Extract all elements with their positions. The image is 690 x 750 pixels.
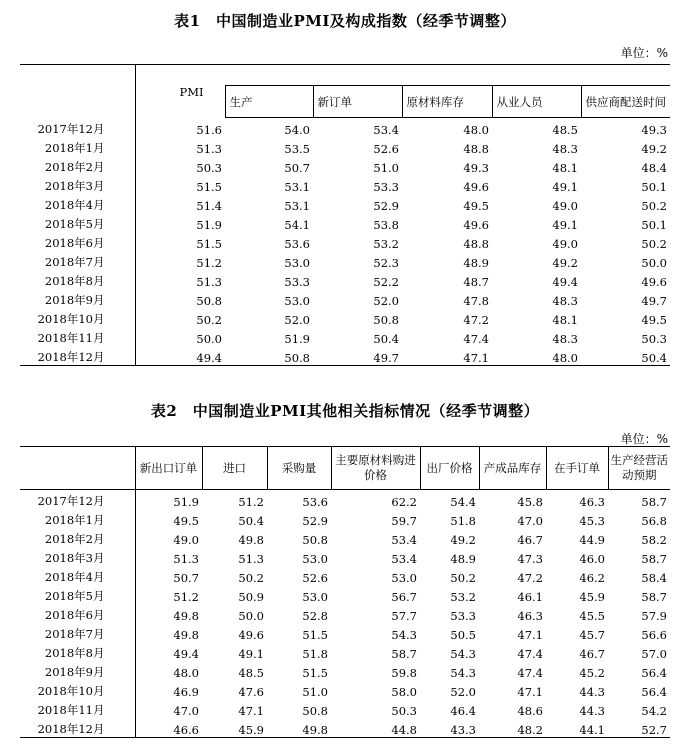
table-cell-value: 47.0 bbox=[517, 514, 543, 528]
table1-header: 生产 bbox=[225, 86, 313, 118]
table-cell-value: 49.4 bbox=[135, 346, 225, 366]
table-cell-value: 54.0 bbox=[284, 123, 310, 137]
table-cell-value: 49.2 bbox=[552, 256, 578, 270]
table-cell-value: 49.0 bbox=[552, 199, 578, 213]
table-cell-value: 58.0 bbox=[391, 685, 417, 699]
table-cell-value: 50.5 bbox=[450, 628, 476, 642]
table-cell-value: 48.6 bbox=[517, 704, 543, 718]
row-month-label: 2018年5月 bbox=[20, 585, 135, 604]
table-cell-value: 53.3 bbox=[373, 180, 399, 194]
table-cell-value: 50.2 bbox=[196, 313, 222, 327]
table-row bbox=[20, 585, 670, 604]
table-row bbox=[20, 175, 670, 194]
table-cell-value: 53.1 bbox=[284, 199, 310, 213]
table-cell-value: 53.1 bbox=[284, 180, 310, 194]
table-cell-value: 47.1 bbox=[402, 346, 492, 366]
table-cell-value: 47.4 bbox=[463, 332, 489, 346]
table-cell-value: 54.3 bbox=[450, 647, 476, 661]
table-row bbox=[20, 661, 670, 680]
table-cell-value: 53.6 bbox=[302, 495, 328, 509]
table-cell-value: 58.7 bbox=[641, 552, 667, 566]
table-cell-value: 49.6 bbox=[238, 628, 264, 642]
table-cell-value: 53.4 bbox=[391, 552, 417, 566]
table-cell-value: 43.3 bbox=[420, 718, 479, 738]
table-cell-value: 54.3 bbox=[450, 666, 476, 680]
table-cell-value: 51.9 bbox=[284, 332, 310, 346]
table-cell-value: 50.8 bbox=[225, 346, 313, 366]
table-cell-value: 51.2 bbox=[196, 256, 222, 270]
table2-header: 采购量 bbox=[267, 447, 331, 490]
table-cell-value: 49.8 bbox=[173, 628, 199, 642]
table-cell-value: 50.0 bbox=[238, 609, 264, 623]
table-cell-value: 50.3 bbox=[196, 161, 222, 175]
table-cell-value: 53.4 bbox=[373, 123, 399, 137]
table-cell-value: 45.3 bbox=[579, 514, 605, 528]
table2-unit: 单位：% bbox=[620, 432, 668, 446]
table-row bbox=[20, 289, 670, 308]
table-cell-value: 48.5 bbox=[552, 123, 578, 137]
table-cell-value: 50.1 bbox=[641, 218, 667, 232]
table-cell-value: 45.8 bbox=[517, 495, 543, 509]
row-month-label: 2018年10月 bbox=[20, 308, 135, 327]
table-cell-value: 45.9 bbox=[579, 590, 605, 604]
table-cell-value: 54.4 bbox=[450, 495, 476, 509]
table-cell-value: 50.4 bbox=[238, 514, 264, 528]
row-month-label: 2018年2月 bbox=[20, 528, 135, 547]
table-row bbox=[20, 156, 670, 175]
table-cell-value: 53.0 bbox=[302, 552, 328, 566]
table-cell-value: 51.9 bbox=[173, 495, 199, 509]
table-cell-value: 51.6 bbox=[196, 123, 222, 137]
row-month-label: 2018年6月 bbox=[20, 232, 135, 251]
table-row bbox=[20, 270, 670, 289]
table2-header: 产成品库存 bbox=[479, 447, 546, 490]
table-cell-value: 49.3 bbox=[463, 161, 489, 175]
table1-header: 原材料库存 bbox=[402, 86, 492, 118]
table-cell-value: 48.2 bbox=[479, 718, 546, 738]
table-cell-value: 56.8 bbox=[641, 514, 667, 528]
row-month-label: 2018年3月 bbox=[20, 175, 135, 194]
table-cell-value: 48.3 bbox=[552, 142, 578, 156]
row-month-label: 2018年9月 bbox=[20, 289, 135, 308]
table-cell-value: 50.0 bbox=[641, 256, 667, 270]
table-cell-value: 53.0 bbox=[284, 294, 310, 308]
table-cell-value: 44.8 bbox=[331, 718, 420, 738]
table-cell-value: 56.7 bbox=[391, 590, 417, 604]
table-cell-value: 50.2 bbox=[641, 237, 667, 251]
table-cell-value: 47.4 bbox=[517, 666, 543, 680]
table-cell-value: 52.8 bbox=[302, 609, 328, 623]
table-cell-value: 56.4 bbox=[641, 666, 667, 680]
table-cell-value: 52.0 bbox=[450, 685, 476, 699]
table-cell-value: 46.4 bbox=[450, 704, 476, 718]
table-cell-value: 53.3 bbox=[284, 275, 310, 289]
table-cell-value: 49.6 bbox=[641, 275, 667, 289]
table2-header: 进口 bbox=[202, 447, 267, 490]
row-month-label: 2018年11月 bbox=[20, 327, 135, 346]
table-cell-value: 45.2 bbox=[579, 666, 605, 680]
table-cell-value: 46.1 bbox=[517, 590, 543, 604]
table-cell-value: 49.1 bbox=[552, 218, 578, 232]
table-cell-value: 49.4 bbox=[552, 275, 578, 289]
table-cell-value: 49.0 bbox=[173, 533, 199, 547]
table2-header: 出厂价格 bbox=[420, 447, 479, 490]
table-cell-value: 48.3 bbox=[552, 294, 578, 308]
row-month-label: 2018年6月 bbox=[20, 604, 135, 623]
table-cell-value: 53.3 bbox=[450, 609, 476, 623]
table-cell-value: 51.9 bbox=[196, 218, 222, 232]
table-row bbox=[20, 699, 670, 718]
table-cell-value: 46.2 bbox=[579, 571, 605, 585]
table-cell-value: 46.3 bbox=[517, 609, 543, 623]
table-cell-value: 50.9 bbox=[238, 590, 264, 604]
table-cell-value: 57.9 bbox=[641, 609, 667, 623]
table-row bbox=[20, 346, 670, 366]
table-cell-value: 53.2 bbox=[450, 590, 476, 604]
table-cell-value: 49.7 bbox=[313, 346, 402, 366]
table1-header: 从业人员 bbox=[492, 86, 581, 118]
table-row bbox=[20, 232, 670, 251]
table1-title: 表1 中国制造业PMI及构成指数（经季节调整） bbox=[174, 12, 516, 30]
table2 bbox=[20, 446, 670, 738]
table2-title: 表2 中国制造业PMI其他相关指标情况（经季节调整） bbox=[150, 402, 540, 420]
table-row bbox=[20, 118, 670, 138]
table-cell-value: 46.0 bbox=[579, 552, 605, 566]
table-cell-value: 58.7 bbox=[391, 647, 417, 661]
table-cell-value: 51.2 bbox=[238, 495, 264, 509]
table1-unit: 单位：% bbox=[620, 46, 668, 60]
table-cell-value: 47.3 bbox=[517, 552, 543, 566]
table-cell-value: 48.0 bbox=[173, 666, 199, 680]
table-cell-value: 49.8 bbox=[267, 718, 331, 738]
table1-header-group bbox=[225, 65, 670, 86]
table-cell-value: 51.0 bbox=[302, 685, 328, 699]
row-month-label: 2018年8月 bbox=[20, 270, 135, 289]
table-cell-value: 49.6 bbox=[463, 180, 489, 194]
table-cell-value: 50.7 bbox=[284, 161, 310, 175]
table-cell-value: 49.5 bbox=[173, 514, 199, 528]
table2-header: 新出口订单 bbox=[135, 447, 202, 490]
table-cell-value: 58.7 bbox=[641, 495, 667, 509]
table-cell-value: 57.0 bbox=[641, 647, 667, 661]
table1-header: 新订单 bbox=[313, 86, 402, 118]
table-cell-value: 51.5 bbox=[196, 237, 222, 251]
row-month-label: 2018年1月 bbox=[20, 509, 135, 528]
table-row bbox=[20, 547, 670, 566]
table-cell-value: 59.8 bbox=[391, 666, 417, 680]
row-month-label: 2018年12月 bbox=[20, 718, 135, 738]
table-cell-value: 46.3 bbox=[579, 495, 605, 509]
row-month-label: 2018年7月 bbox=[20, 623, 135, 642]
table-row bbox=[20, 623, 670, 642]
table-cell-value: 48.0 bbox=[463, 123, 489, 137]
table-cell-value: 52.9 bbox=[373, 199, 399, 213]
table-cell-value: 47.1 bbox=[517, 628, 543, 642]
table-cell-value: 46.9 bbox=[173, 685, 199, 699]
table-cell-value: 47.6 bbox=[238, 685, 264, 699]
table-row bbox=[20, 490, 670, 510]
table-cell-value: 53.6 bbox=[284, 237, 310, 251]
table-cell-value: 48.4 bbox=[641, 161, 667, 175]
table-cell-value: 52.3 bbox=[373, 256, 399, 270]
table-row bbox=[20, 718, 670, 738]
table-cell-value: 49.6 bbox=[463, 218, 489, 232]
table-cell-value: 52.0 bbox=[284, 313, 310, 327]
table-cell-value: 51.3 bbox=[173, 552, 199, 566]
table-cell-value: 47.1 bbox=[517, 685, 543, 699]
table-cell-value: 51.0 bbox=[373, 161, 399, 175]
table-cell-value: 50.3 bbox=[391, 704, 417, 718]
table-cell-value: 49.8 bbox=[173, 609, 199, 623]
table-cell-value: 53.0 bbox=[302, 590, 328, 604]
row-month-label: 2017年12月 bbox=[20, 490, 135, 510]
table-cell-value: 53.8 bbox=[373, 218, 399, 232]
row-month-label: 2018年10月 bbox=[20, 680, 135, 699]
table2-header: 在手订单 bbox=[546, 447, 608, 490]
table-cell-value: 48.9 bbox=[450, 552, 476, 566]
table-cell-value: 49.0 bbox=[552, 237, 578, 251]
table-cell-value: 48.1 bbox=[552, 161, 578, 175]
row-month-label: 2018年5月 bbox=[20, 213, 135, 232]
table-cell-value: 47.8 bbox=[463, 294, 489, 308]
table-cell-value: 50.8 bbox=[302, 704, 328, 718]
row-month-label: 2018年1月 bbox=[20, 137, 135, 156]
table-cell-value: 49.3 bbox=[641, 123, 667, 137]
table-cell-value: 50.8 bbox=[373, 313, 399, 327]
row-month-label: 2018年8月 bbox=[20, 642, 135, 661]
table-cell-value: 46.6 bbox=[135, 718, 202, 738]
table-cell-value: 45.5 bbox=[579, 609, 605, 623]
table-cell-value: 51.2 bbox=[173, 590, 199, 604]
table-cell-value: 50.2 bbox=[450, 571, 476, 585]
table-cell-value: 49.7 bbox=[641, 294, 667, 308]
table-row bbox=[20, 509, 670, 528]
table-cell-value: 53.0 bbox=[391, 571, 417, 585]
table-cell-value: 48.8 bbox=[463, 142, 489, 156]
table-cell-value: 48.1 bbox=[552, 313, 578, 327]
table-cell-value: 45.7 bbox=[579, 628, 605, 642]
table-cell-value: 50.3 bbox=[641, 332, 667, 346]
table-cell-value: 58.4 bbox=[641, 571, 667, 585]
table-cell-value: 51.8 bbox=[450, 514, 476, 528]
table-cell-value: 52.0 bbox=[373, 294, 399, 308]
table-cell-value: 52.6 bbox=[373, 142, 399, 156]
table-cell-value: 48.9 bbox=[463, 256, 489, 270]
table-cell-value: 45.9 bbox=[202, 718, 267, 738]
table-cell-value: 47.4 bbox=[517, 647, 543, 661]
row-month-label: 2018年11月 bbox=[20, 699, 135, 718]
table-row bbox=[20, 194, 670, 213]
table-cell-value: 50.2 bbox=[238, 571, 264, 585]
table-cell-value: 50.0 bbox=[196, 332, 222, 346]
table-row bbox=[20, 604, 670, 623]
table-row bbox=[20, 213, 670, 232]
table-cell-value: 46.7 bbox=[579, 647, 605, 661]
table-cell-value: 56.6 bbox=[641, 628, 667, 642]
table-cell-value: 59.7 bbox=[391, 514, 417, 528]
table-cell-value: 48.7 bbox=[463, 275, 489, 289]
table-cell-value: 49.2 bbox=[450, 533, 476, 547]
table-cell-value: 56.4 bbox=[641, 685, 667, 699]
table-cell-value: 48.0 bbox=[492, 346, 581, 366]
table-cell-value: 54.2 bbox=[641, 704, 667, 718]
table-row bbox=[20, 137, 670, 156]
table-cell-value: 44.9 bbox=[579, 533, 605, 547]
table-cell-value: 50.8 bbox=[302, 533, 328, 547]
table-cell-value: 49.4 bbox=[173, 647, 199, 661]
row-month-label: 2018年2月 bbox=[20, 156, 135, 175]
table-cell-value: 44.3 bbox=[579, 685, 605, 699]
table1-header: 供应商配送时间 bbox=[581, 86, 670, 118]
table-cell-value: 57.7 bbox=[391, 609, 417, 623]
table-cell-value: 54.1 bbox=[284, 218, 310, 232]
table-cell-value: 50.7 bbox=[173, 571, 199, 585]
table-cell-value: 54.3 bbox=[391, 628, 417, 642]
table-cell-value: 49.1 bbox=[552, 180, 578, 194]
table1-corner-cell bbox=[20, 65, 135, 118]
table-cell-value: 46.7 bbox=[517, 533, 543, 547]
table-cell-value: 53.0 bbox=[284, 256, 310, 270]
table-cell-value: 51.4 bbox=[196, 199, 222, 213]
table-cell-value: 49.5 bbox=[641, 313, 667, 327]
row-month-label: 2018年9月 bbox=[20, 661, 135, 680]
table-cell-value: 51.5 bbox=[196, 180, 222, 194]
table-row bbox=[20, 566, 670, 585]
table-cell-value: 52.6 bbox=[302, 571, 328, 585]
table-row bbox=[20, 528, 670, 547]
table-cell-value: 53.5 bbox=[284, 142, 310, 156]
table-cell-value: 50.4 bbox=[373, 332, 399, 346]
table-cell-value: 51.5 bbox=[302, 628, 328, 642]
table2-corner-cell bbox=[20, 447, 135, 490]
row-month-label: 2018年12月 bbox=[20, 346, 135, 366]
table2-header: 主要原材料购进价格 bbox=[331, 447, 420, 490]
table-cell-value: 47.0 bbox=[173, 704, 199, 718]
table-cell-value: 50.2 bbox=[641, 199, 667, 213]
table-row bbox=[20, 251, 670, 270]
table-cell-value: 49.5 bbox=[463, 199, 489, 213]
table-cell-value: 51.3 bbox=[196, 275, 222, 289]
table-cell-value: 47.2 bbox=[463, 313, 489, 327]
table-cell-value: 58.7 bbox=[641, 590, 667, 604]
table-cell-value: 52.9 bbox=[302, 514, 328, 528]
row-month-label: 2018年4月 bbox=[20, 566, 135, 585]
table-cell-value: 47.1 bbox=[238, 704, 264, 718]
table-cell-value: 58.2 bbox=[641, 533, 667, 547]
table-cell-value: 53.4 bbox=[391, 533, 417, 547]
table-row bbox=[20, 327, 670, 346]
table-row bbox=[20, 642, 670, 661]
table-cell-value: 51.3 bbox=[238, 552, 264, 566]
table1 bbox=[20, 64, 670, 366]
table-cell-value: 47.2 bbox=[517, 571, 543, 585]
table-cell-value: 48.8 bbox=[463, 237, 489, 251]
table-cell-value: 49.1 bbox=[238, 647, 264, 661]
table-cell-value: 44.3 bbox=[579, 704, 605, 718]
table-cell-value: 52.7 bbox=[608, 718, 670, 738]
table-cell-value: 50.4 bbox=[581, 346, 670, 366]
table2-header: 生产经营活动预期 bbox=[608, 447, 670, 490]
table-row bbox=[20, 680, 670, 699]
table-cell-value: 50.8 bbox=[196, 294, 222, 308]
table1-header-pmi: PMI bbox=[135, 65, 225, 118]
table-cell-value: 49.8 bbox=[238, 533, 264, 547]
row-month-label: 2018年4月 bbox=[20, 194, 135, 213]
table-cell-value: 62.2 bbox=[391, 495, 417, 509]
row-month-label: 2018年7月 bbox=[20, 251, 135, 270]
table-cell-value: 53.2 bbox=[373, 237, 399, 251]
row-month-label: 2018年3月 bbox=[20, 547, 135, 566]
table-cell-value: 44.1 bbox=[546, 718, 608, 738]
table-cell-value: 51.3 bbox=[196, 142, 222, 156]
table-row bbox=[20, 308, 670, 327]
table-cell-value: 51.8 bbox=[302, 647, 328, 661]
row-month-label: 2017年12月 bbox=[20, 118, 135, 138]
table-cell-value: 48.3 bbox=[552, 332, 578, 346]
table-cell-value: 50.1 bbox=[641, 180, 667, 194]
table-cell-value: 52.2 bbox=[373, 275, 399, 289]
table-cell-value: 49.2 bbox=[641, 142, 667, 156]
table-cell-value: 48.5 bbox=[238, 666, 264, 680]
table-cell-value: 51.5 bbox=[302, 666, 328, 680]
